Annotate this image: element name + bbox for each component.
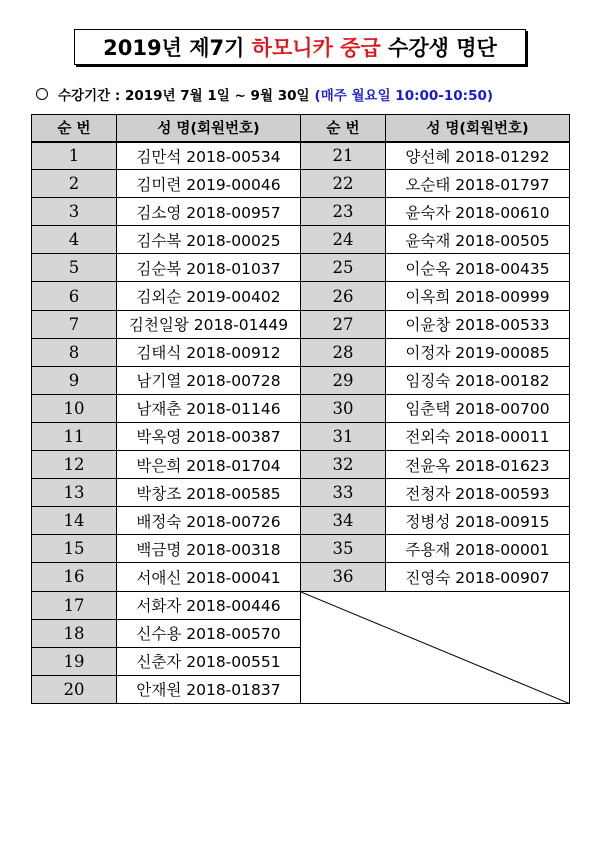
header-name-left: 성 명(회원번호) [117, 115, 301, 142]
student-number: 4 [32, 226, 117, 254]
student-name-id: 남기열 2018-00728 [117, 366, 301, 394]
empty-slot-cell [301, 591, 570, 703]
student-name-id: 백금명 2018-00318 [117, 535, 301, 563]
student-number: 12 [32, 451, 117, 479]
title-prefix: 2019년 제7기 [103, 36, 252, 60]
student-number: 6 [32, 282, 117, 310]
student-name-id: 정병성 2018-00915 [386, 507, 570, 535]
student-number: 29 [301, 366, 386, 394]
student-number: 28 [301, 338, 386, 366]
header-number-right: 순 번 [301, 115, 386, 142]
period-schedule: (매주 월요일 10:00-10:50) [314, 88, 494, 104]
student-name-id: 전청자 2018-00593 [386, 479, 570, 507]
student-number: 23 [301, 198, 386, 226]
table-row [32, 198, 570, 226]
course-period [36, 84, 576, 104]
student-name-id: 김소영 2018-00957 [117, 198, 301, 226]
title-suffix: 수강생 명단 [380, 36, 497, 60]
student-name-id: 김순복 2018-01037 [117, 254, 301, 282]
table-row [32, 535, 570, 563]
student-name-id: 김태식 2018-00912 [117, 338, 301, 366]
student-name-id: 임춘택 2018-00700 [386, 394, 570, 422]
student-name-id: 김만석 2018-00534 [117, 142, 301, 170]
student-name-id: 전외숙 2018-00011 [386, 422, 570, 450]
student-name-id: 박옥영 2018-00387 [117, 422, 301, 450]
student-number: 26 [301, 282, 386, 310]
student-name-id: 임징숙 2018-00182 [386, 366, 570, 394]
student-number: 10 [32, 394, 117, 422]
student-number: 33 [301, 479, 386, 507]
table-row [32, 254, 570, 282]
student-number: 19 [32, 647, 117, 675]
student-number: 8 [32, 338, 117, 366]
student-number: 30 [301, 394, 386, 422]
table-row [32, 479, 570, 507]
table-row [32, 366, 570, 394]
student-name-id: 김미련 2019-00046 [117, 170, 301, 198]
student-name-id: 김천일왕 2018-01449 [117, 310, 301, 338]
student-number: 32 [301, 451, 386, 479]
student-name-id: 양선혜 2018-01292 [386, 142, 570, 170]
student-number: 31 [301, 422, 386, 450]
student-name-id: 이옥희 2018-00999 [386, 282, 570, 310]
student-name-id: 김수복 2018-00025 [117, 226, 301, 254]
student-number: 3 [32, 198, 117, 226]
student-name-id: 진영숙 2018-00907 [386, 563, 570, 591]
student-number: 16 [32, 563, 117, 591]
header-name-right: 성 명(회원번호) [386, 115, 570, 142]
student-name-id: 윤숙자 2018-00610 [386, 198, 570, 226]
student-number: 21 [301, 142, 386, 170]
table-row [32, 282, 570, 310]
student-name-id: 윤숙재 2018-00505 [386, 226, 570, 254]
document-title [74, 29, 526, 65]
student-number: 9 [32, 366, 117, 394]
student-number: 15 [32, 535, 117, 563]
student-name-id: 오순태 2018-01797 [386, 170, 570, 198]
student-name-id: 신춘자 2018-00551 [117, 647, 301, 675]
table-row [32, 394, 570, 422]
student-name-id: 전윤옥 2018-01623 [386, 451, 570, 479]
student-number: 27 [301, 310, 386, 338]
student-number: 1 [32, 142, 117, 170]
student-name-id: 주용재 2018-00001 [386, 535, 570, 563]
student-name-id: 안재원 2018-01837 [117, 675, 301, 703]
table-row [32, 310, 570, 338]
student-name-id: 서애신 2018-00041 [117, 563, 301, 591]
student-number: 24 [301, 226, 386, 254]
student-name-id: 김외순 2019-00402 [117, 282, 301, 310]
student-name-id: 이윤창 2018-00533 [386, 310, 570, 338]
table-row [32, 507, 570, 535]
student-number: 14 [32, 507, 117, 535]
roster-body [32, 142, 570, 704]
student-number: 2 [32, 170, 117, 198]
student-number: 22 [301, 170, 386, 198]
student-name-id: 이순옥 2018-00435 [386, 254, 570, 282]
table-row [32, 170, 570, 198]
period-label: 수강기간 : 2019년 7월 1일 ~ 9월 30일 [58, 88, 310, 104]
student-name-id: 박은희 2018-01704 [117, 451, 301, 479]
student-name-id: 박창조 2018-00585 [117, 479, 301, 507]
header-number-left: 순 번 [32, 115, 117, 142]
student-name-id: 이정자 2019-00085 [386, 338, 570, 366]
student-number: 7 [32, 310, 117, 338]
table-row [32, 451, 570, 479]
student-number: 34 [301, 507, 386, 535]
student-number: 5 [32, 254, 117, 282]
table-row [32, 591, 570, 619]
student-number: 18 [32, 619, 117, 647]
circle-bullet-icon [36, 88, 48, 100]
title-course: 하모니카 중급 [251, 36, 381, 60]
student-number: 35 [301, 535, 386, 563]
student-number: 20 [32, 675, 117, 703]
table-row [32, 226, 570, 254]
student-number: 13 [32, 479, 117, 507]
student-number: 36 [301, 563, 386, 591]
table-row [32, 422, 570, 450]
student-name-id: 남재춘 2018-01146 [117, 394, 301, 422]
table-row [32, 142, 570, 170]
student-number: 17 [32, 591, 117, 619]
student-name-id: 신수용 2018-00570 [117, 619, 301, 647]
diagonal-strike-line [301, 592, 569, 703]
student-roster-table [31, 114, 570, 704]
student-name-id: 서화자 2018-00446 [117, 591, 301, 619]
student-number: 25 [301, 254, 386, 282]
student-name-id: 배정숙 2018-00726 [117, 507, 301, 535]
table-row [32, 338, 570, 366]
table-row [32, 563, 570, 591]
student-number: 11 [32, 422, 117, 450]
table-header-row [32, 115, 570, 142]
